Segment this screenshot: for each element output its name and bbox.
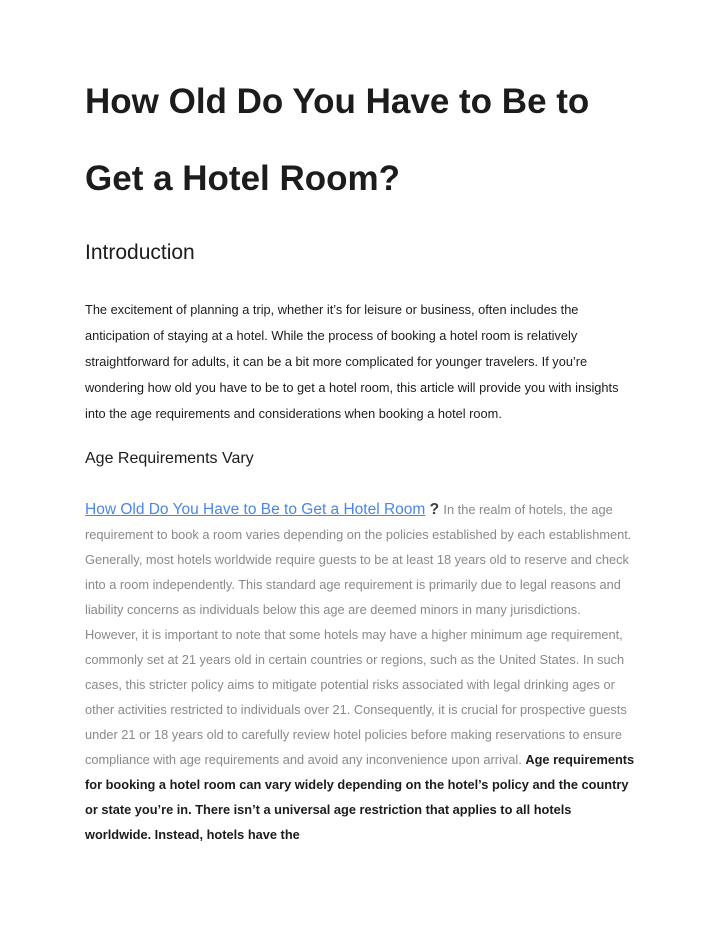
section-heading-introduction: Introduction — [85, 241, 195, 264]
section-heading-age-requirements: Age Requirements Vary — [85, 450, 254, 467]
introduction-paragraph: The excitement of planning a trip, whether it’s for leisure or business, often includes the anticipation of staying at a hotel. While the process of booking a hotel room is relatively straightforward for adults, it can be a bit more complicated for younger travelers. If you’re wondering how old you have to be to get a hotel room, this article will provide you with insights into the age requirements and considerations when booking a hotel room. — [85, 302, 619, 421]
hotel-room-article-link[interactable]: How Old Do You Have to Be to Get a Hotel Room — [85, 501, 426, 518]
age-requirements-paragraph — [85, 497, 635, 847]
bold-black-text: Age requirements for booking a hotel room can vary widely depending on the hotel’s policy and the country or state you’re in. There isn’t a universal age restriction that applies to all hotels worldwide. Instead, hotels have the — [85, 752, 635, 842]
question-mark-text: ? — [425, 501, 444, 518]
document-title: How Old Do You Have to Be to Get a Hotel Room? — [85, 82, 590, 198]
generated-gray-text: In the realm of hotels, the age requirement to book a room varies depending on the policies established by each establishment. Generally, most hotels worldwide require guests to be at least 18 years old to reserve and check into a room independently. This standard age requirement is primarily due to legal reasons and liability concerns as individuals below this age are deemed minors in many jurisdictions. However, it is important to note that some hotels may have a higher minimum age requirement, commonly set at 21 years old in certain countries or regions, such as the United States. In such cases, this stricter policy aims to mitigate potential risks associated with legal drinking ages or other activities restricted to individuals over 21. Consequently, it is crucial for prospective guests under 21 or 18 years old to carefully review hotel policies before making reservations to ensure compliance with age requirements and avoid any inconvenience upon arrival. — [85, 502, 632, 767]
